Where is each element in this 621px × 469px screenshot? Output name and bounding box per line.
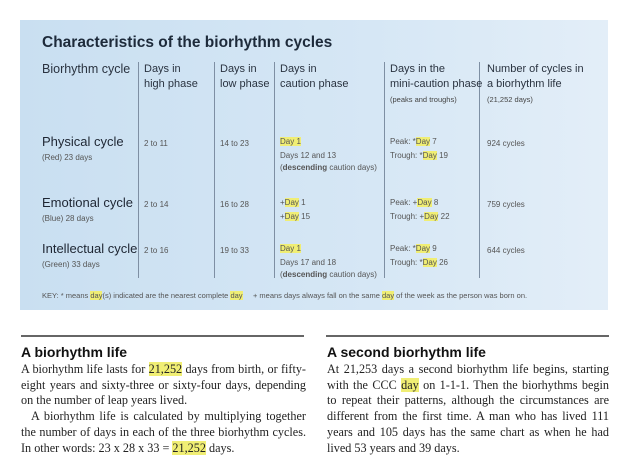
cell-mini-caution: Peak: *Day 7 Trough: *Day 19	[390, 137, 448, 160]
column-divider	[138, 62, 139, 278]
cell-low: 19 to 33	[220, 246, 249, 255]
cell-low: 16 to 28	[220, 200, 249, 209]
column-divider	[274, 62, 275, 278]
cycles-table	[38, 62, 603, 282]
left-paragraph-1: A biorhythm life lasts for 21,252 days from birth, or fifty-eight years and sixty-three or sixty-four days, depending on the number of leap years lived.	[21, 362, 306, 408]
characteristics-panel	[20, 20, 608, 310]
cell-caution: +Day 1 +Day 15	[280, 198, 311, 221]
cell-caution: Day 1 Days 12 and 13 (descending caution days)	[280, 137, 377, 172]
row-name-emotional: Emotional cycle	[42, 195, 134, 210]
row-sub-physical: (Red) 23 days	[42, 153, 93, 162]
left-body	[21, 362, 306, 456]
row-name-physical: Physical cycle	[42, 134, 124, 149]
column-divider	[214, 62, 215, 278]
cell-mini-caution: Peak: *Day 9 Trough: *Day 26	[390, 244, 448, 267]
left-paragraph-2: A biorhythm life is calculated by multiplying together the number of days in each of the three biorhythm cycles. In other words: 23 x 28 x 33 = 21,252 days.	[21, 409, 306, 455]
row-sub-emotional: (Blue) 28 days	[42, 214, 94, 223]
header-high: Days in high phase	[144, 63, 198, 90]
cell-caution: Day 1 Days 17 and 18 (descending caution days)	[280, 244, 377, 279]
header-cycle: Biorhythm cycle	[42, 62, 131, 76]
header-caution: Days in caution phase	[280, 63, 349, 90]
row-sub-intellectual: (Green) 33 days	[42, 260, 100, 269]
cell-cycles: 644 cycles	[487, 246, 525, 255]
panel-title: Characteristics of the biorhythm cycles	[42, 34, 333, 51]
cell-high: 2 to 14	[144, 200, 169, 209]
cell-mini-caution: Peak: +Day 8 Trough: +Day 22	[390, 198, 450, 221]
right-heading: A second biorhythm life	[327, 344, 486, 360]
header-low: Days in low phase	[220, 63, 270, 90]
column-divider	[384, 62, 385, 278]
right-body	[327, 362, 609, 456]
cell-cycles: 759 cycles	[487, 200, 525, 209]
header-mini-caution: Days in the mini-caution phase (peaks and troughs)	[390, 63, 483, 104]
cell-high: 2 to 16	[144, 246, 169, 255]
table-key: KEY: * means day(s) indicated are the nearest complete day + means days always fall on the same day of the week as the person was born on.	[42, 291, 528, 300]
right-paragraph-1: At 21,253 days a second biorhythm life begins, starting with the CCC day on 1-1-1. Then the biorhythms begin to repeat their patterns, although the circumstances are different from the first time. A man who has lived 111 years and 105 days has the same chart as when he had lived 53 years and 39 days.	[327, 362, 609, 455]
left-heading: A biorhythm life	[21, 344, 128, 360]
cell-high: 2 to 11	[144, 139, 168, 148]
left-divider-rule	[21, 335, 304, 337]
cell-cycles: 924 cycles	[487, 139, 525, 148]
header-cycles-count: Number of cycles in a biorhythm life (21,252 days)	[487, 63, 584, 104]
row-name-intellectual: Intellectual cycle	[42, 241, 138, 256]
right-divider-rule	[326, 335, 609, 337]
cell-low: 14 to 23	[220, 139, 249, 148]
